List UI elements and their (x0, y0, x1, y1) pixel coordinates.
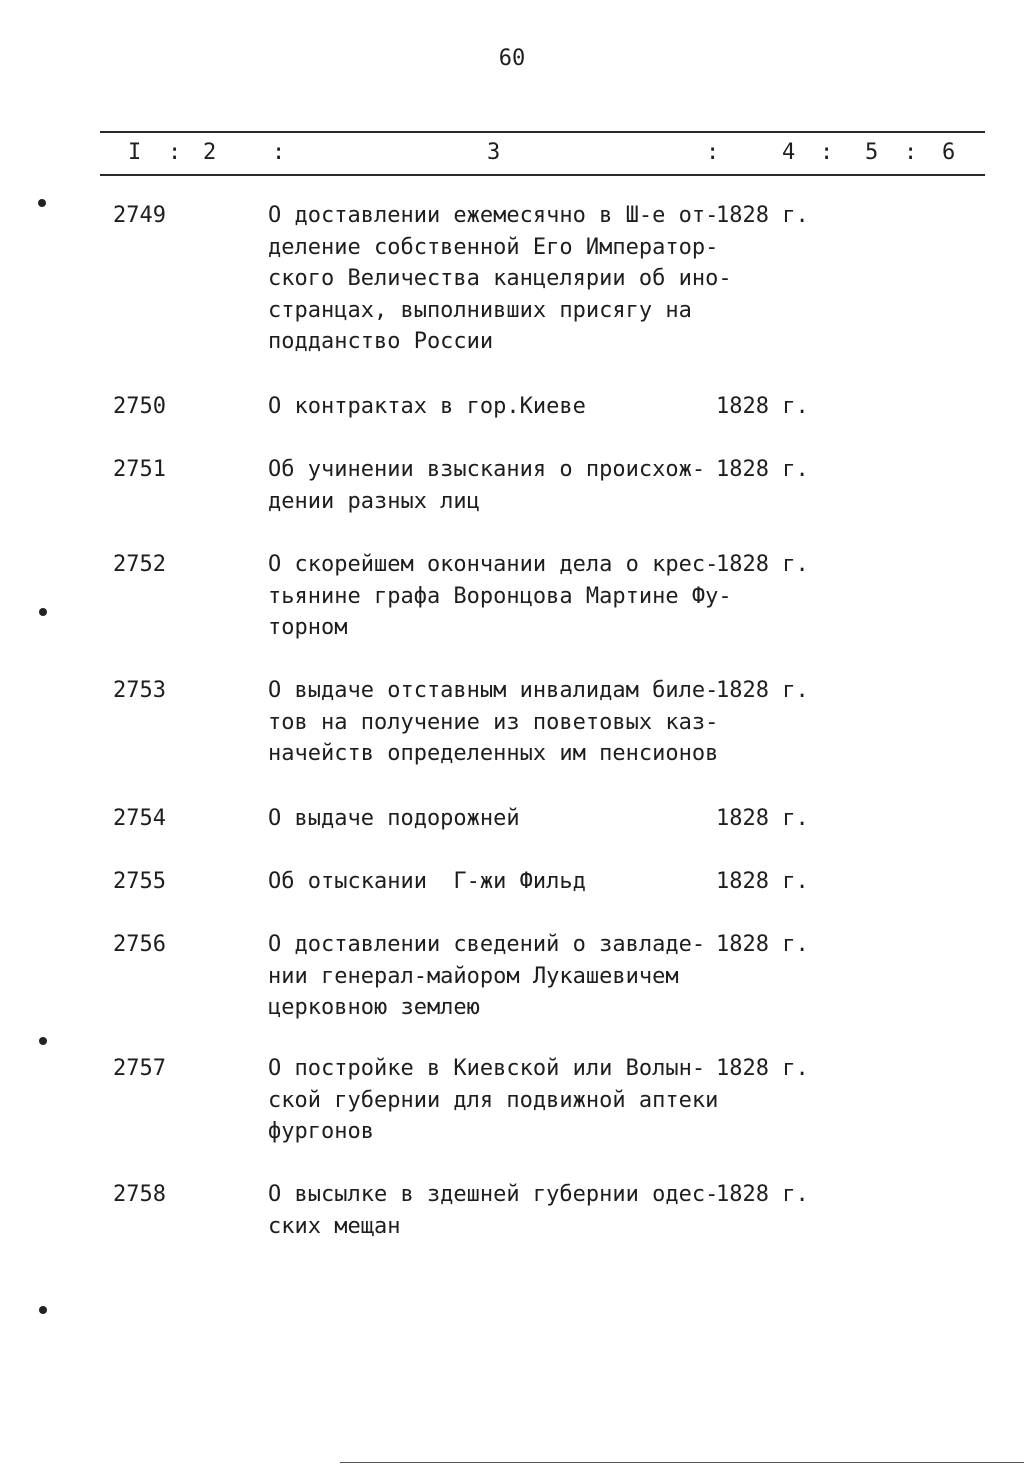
entry-year: 1828 г. (716, 457, 809, 482)
column-header-6: 6 (942, 140, 956, 165)
description-line: деление собственной Его Император- (268, 234, 719, 260)
description-line: О контрактах в гор.Киеве (268, 394, 586, 419)
entry-description (268, 803, 718, 835)
column-separator: : (820, 140, 834, 165)
entry-description (268, 866, 718, 898)
description-line: начейств определенных им пенсионов (268, 741, 719, 766)
description-line: дении разных лиц (268, 488, 480, 514)
entry-number: 2753 (113, 678, 166, 703)
entry-year: 1828 г. (716, 869, 809, 894)
entry-number: 2751 (113, 457, 166, 482)
description-line: ских мещан (268, 1213, 401, 1239)
entry-description (268, 1179, 718, 1242)
binding-hole-mark (39, 608, 47, 616)
binding-hole-mark (39, 1306, 47, 1314)
description-line: О выдаче отставным инвалидам биле- (268, 678, 719, 703)
description-line: О высылке в здешней губернии одес- (268, 1182, 719, 1207)
description-line: ской губернии для подвижной аптеки (268, 1087, 719, 1113)
entry-description (268, 549, 732, 644)
entry-number: 2757 (113, 1056, 166, 1081)
binding-hole-mark (38, 199, 46, 207)
entry-year: 1828 г. (716, 203, 809, 228)
page-bottom-edge (340, 1462, 1024, 1463)
entry-description (268, 454, 718, 517)
description-line: торном (268, 615, 348, 640)
binding-hole-mark (39, 1037, 47, 1045)
entry-description (268, 929, 718, 1024)
entry-description (268, 1053, 718, 1148)
entry-number: 2752 (113, 552, 166, 577)
entry-year: 1828 г. (716, 1056, 809, 1081)
column-header-3: 3 (487, 140, 501, 165)
description-line: нии генерал-майором Лукашевичем (268, 963, 679, 989)
description-line: О выдаче подорожней (268, 806, 520, 831)
description-line: Об отыскании Г-жи Фильд (268, 869, 586, 894)
entry-number: 2754 (113, 806, 166, 831)
entry-number: 2749 (113, 203, 166, 228)
column-header-2: 2 (203, 140, 217, 165)
description-line: церковною землею (268, 995, 480, 1020)
entry-year: 1828 г. (716, 552, 809, 577)
description-line: О доставлении сведений о завладе- (268, 932, 706, 957)
entry-description (268, 200, 732, 358)
entry-year: 1828 г. (716, 806, 809, 831)
column-separator: : (706, 140, 720, 165)
column-separator: : (904, 140, 918, 165)
description-line: фургонов (268, 1119, 374, 1144)
description-line: О постройке в Киевской или Волын- (268, 1056, 706, 1081)
column-header-4: 4 (782, 140, 796, 165)
description-line: подданство России (268, 329, 494, 354)
entry-number: 2750 (113, 394, 166, 419)
description-line: О скорейшем окончании дела о крес- (268, 552, 719, 577)
description-line: тов на получение из поветовых каз- (268, 709, 719, 735)
column-separator: : (168, 140, 182, 165)
page-number: 60 (498, 46, 526, 71)
entry-year: 1828 г. (716, 394, 809, 419)
column-separator: : (272, 140, 286, 165)
column-header-5: 5 (865, 140, 879, 165)
description-line: Об учинении взыскания о происхож- (268, 457, 706, 482)
entry-number: 2756 (113, 932, 166, 957)
description-line: О доставлении ежемесячно в Ш-е от- (268, 203, 719, 228)
entry-number: 2755 (113, 869, 166, 894)
description-line: странцах, выполнивших присягу на (268, 297, 692, 323)
entry-year: 1828 г. (716, 678, 809, 703)
column-header-1: I (128, 140, 142, 165)
entry-year: 1828 г. (716, 932, 809, 957)
entry-description (268, 675, 718, 770)
header-top-rule (100, 131, 985, 133)
entry-number: 2758 (113, 1182, 166, 1207)
description-line: тьянине графа Воронцова Мартине Фу- (268, 583, 732, 609)
description-line: ского Величества канцелярии об ино- (268, 266, 732, 291)
header-bottom-rule (100, 174, 985, 176)
entry-year: 1828 г. (716, 1182, 809, 1207)
entry-description (268, 391, 718, 423)
